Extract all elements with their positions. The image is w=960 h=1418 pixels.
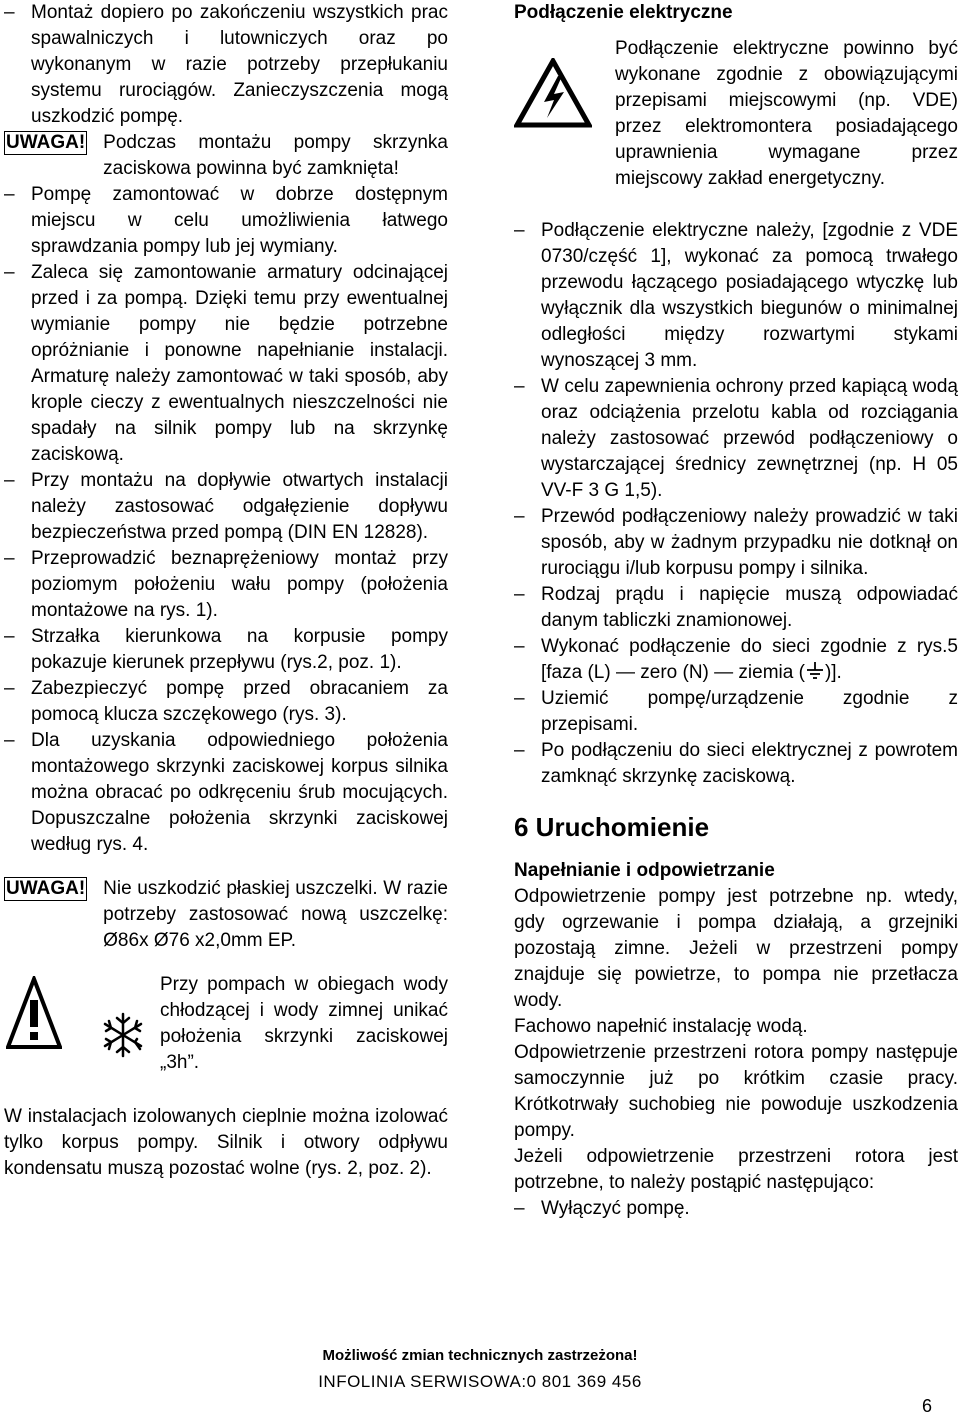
- list-item-text: Przy montażu na dopływie otwartych instalacji należy zastosować odgałęzienie dopływu bezpieczeństwa przed pompą (DIN EN 12828).: [31, 470, 448, 543]
- list-item: [514, 1196, 958, 1222]
- page-number: 6: [922, 1396, 933, 1416]
- paragraph: Jeżeli odpowietrzenie przestrzeni rotora jest potrzebne, to należy postąpić następująco:: [514, 1146, 958, 1193]
- uwaga-label: UWAGA!: [6, 878, 86, 899]
- list-item-text: Wykonać podłączenie do sieci zgodnie z rys.5 [faza (L) — zero (N) — ziemia (: [541, 636, 958, 683]
- install-intro: Montaż dopiero po zakończeniu wszystkich prac spawalniczych i lutowniczych oraz po wykonanym w razie potrzeby przepłukaniu systemu rurociągów. Zanieczyszczenia mogą uszkodzić pompę.: [31, 2, 448, 127]
- list-item: [514, 686, 958, 738]
- service-hotline: INFOLINIA SERWISOWA:0 801 369 456: [318, 1372, 642, 1391]
- list-item: [514, 218, 958, 374]
- list-item: [514, 738, 958, 790]
- electrical-heading: Podłączenie elektryczne: [514, 2, 733, 23]
- list-item-text: Rodzaj prądu i napięcie muszą odpowiadać danym tabliczki znamionowej.: [541, 584, 958, 631]
- bullet-dash: –: [514, 740, 525, 761]
- snowflake-icon: [100, 1012, 146, 1058]
- list-item: [4, 182, 448, 260]
- list-item: [4, 676, 448, 728]
- footer-note: Możliwość zmian technicznych zastrzeżona!: [322, 1347, 638, 1364]
- electrical-warning-block: [514, 36, 958, 218]
- cold-water-text: Przy pompach w obiegach wody chłodzącej i wody zimnej unikać położenia skrzynki zaciskowej „3h”.: [160, 974, 448, 1073]
- list-item-text: Po podłączeniu do sieci elektrycznej z powrotem zamknąć skrzynkę zaciskową.: [541, 740, 958, 787]
- list-item: [514, 374, 958, 504]
- bullet-dash: –: [514, 506, 525, 527]
- list-item-text: Zabezpieczyć pompę przed obracaniem za pomocą klucza szczękowego (rys. 3).: [31, 678, 448, 725]
- bullet-dash: –: [514, 376, 525, 397]
- paragraph: Odpowietrzenie przestrzeni rotora pompy następuje samoczynnie już po krótkim czasie pracy. Krótkotrwały suchobieg nie powoduje uszkodzenia pompy.: [514, 1042, 958, 1141]
- list-item-text: Pompę zamontować w dobrze dostępnym miejscu w celu umożliwienia łatwego sprawdzania pompy lub jej wymiany.: [31, 184, 448, 257]
- bullet-dash: –: [4, 262, 15, 283]
- list-item-text: Przeprowadzić beznaprężeniowy montaż przy poziomym położeniu wału pompy (położenia montażowe na rys. 1).: [31, 548, 448, 621]
- list-item-text: Zaleca się zamontowanie armatury odcinającej przed i za pompą. Dzięki temu przy ewentualnej wymianie pompy nie będzie potrzebne opróżnianie i ponowne napełnianie instalacji. Armaturę należy zamontować w taki sposób, aby krople cieczy z ewentualnych nieszczelności nie spadały na silnik pompy lub na skrzynkę zaciskową.: [31, 262, 448, 465]
- left-column: [4, 0, 448, 1182]
- list-item-text: Uziemić pompę/urządzenie zgodnie z przepisami.: [541, 688, 958, 735]
- paragraph: Odpowietrzenie pompy jest potrzebne np. wtedy, gdy ogrzewanie i pompa działają, a grzejniki pozostają zimne. Jeżeli w przestrzeni pompy znajduje się powietrze, to pompa nie przetłacza wody.: [514, 886, 958, 1011]
- earth-ground-icon: [805, 661, 825, 681]
- bullet-dash: –: [4, 548, 15, 569]
- list-item-text: Wyłączyć pompę.: [541, 1198, 690, 1219]
- list-item: [514, 634, 958, 686]
- list-item-text: Podłączenie elektryczne należy, [zgodnie z VDE 0730/część 1], wykonać za pomocą trwałego przewodu łączącego posiadającego wtyczkę lub wyłącznik dla wszystkich biegunów o minimalnej odległości między rozwartymi stykami wynoszącej 3 mm.: [541, 220, 958, 371]
- warning-icon: [6, 976, 62, 1050]
- section-title: 6 Uruchomienie: [514, 812, 710, 842]
- list-item-text-end: )].: [824, 662, 842, 683]
- list-item-text: Dla uzyskania odpowiedniego położenia montażowego skrzynki zaciskowej korpus silnika można obracać po odkręceniu śrub mocujących. Dopuszczalne położenia skrzynki zaciskowej według rys. 4.: [31, 730, 448, 855]
- bullet-dash: –: [4, 184, 15, 205]
- warning-note-closed-box: [4, 130, 448, 182]
- bullet-dash: –: [514, 584, 525, 605]
- list-item: [514, 504, 958, 582]
- list-item: [4, 728, 448, 858]
- bullet-dash: –: [514, 636, 525, 657]
- bullet-dash: –: [4, 626, 15, 647]
- list-item: [4, 260, 448, 468]
- electrical-warning-text: Podłączenie elektryczne powinno być wykonane zgodnie z obowiązującymi przepisami miejscowymi (np. VDE) przez elektromontera posiadającego uprawnienia wymagane przez miejscowy zakład energetyczny.: [615, 38, 958, 189]
- list-item: [4, 468, 448, 546]
- bullet-dash: –: [4, 2, 15, 23]
- uwaga-label: UWAGA!: [6, 132, 86, 153]
- warning-note-gasket: [4, 876, 448, 954]
- bullet-dash: –: [514, 220, 525, 241]
- right-column: [514, 0, 958, 1222]
- paragraph: Fachowo napełnić instalację wodą.: [514, 1016, 808, 1037]
- bullet-dash: –: [514, 1198, 525, 1219]
- cold-water-note: [4, 972, 448, 1104]
- list-item: [4, 624, 448, 676]
- list-item: [4, 546, 448, 624]
- electric-hazard-icon: [514, 58, 592, 128]
- bullet-dash: –: [4, 730, 15, 751]
- fill-heading: Napełnianie i odpowietrzanie: [514, 860, 775, 881]
- insulation-paragraph: W instalacjach izolowanych cieplnie można izolować tylko korpus pompy. Silnik i otwory odpływu kondensatu muszą pozostać wolne (rys. 2, poz. 2).: [4, 1106, 448, 1179]
- list-item-text: Strzałka kierunkowa na korpusie pompy pokazuje kierunek przepływu (rys.2, poz. 1).: [31, 626, 448, 673]
- bullet-dash: –: [514, 688, 525, 709]
- bullet-dash: –: [4, 470, 15, 491]
- bullet-dash: –: [4, 678, 15, 699]
- list-item: [4, 0, 448, 130]
- list-item: [514, 582, 958, 634]
- list-item-text: W celu zapewnienia ochrony przed kapiącą wodą oraz odciążenia przelotu kabla od rozciągania należy zastosować przewód podłączeniowy o wystarczającej średnicy zewnętrznej (np. H 05 VV-F 3 G 1,5).: [541, 376, 958, 501]
- uwaga-text: Nie uszkodzić płaskiej uszczelki. W razie potrzeby zastosować nową uszczelkę: Ø86x Ø76 x2,0mm EP.: [103, 878, 448, 951]
- uwaga-text: Podczas montażu pompy skrzynka zaciskowa powinna być zamknięta!: [103, 132, 448, 179]
- list-item-text: Przewód podłączeniowy należy prowadzić w taki sposób, aby w żadnym przypadku nie dotknął on rurociągu i/lub korpusu pompy i silnika.: [541, 506, 958, 579]
